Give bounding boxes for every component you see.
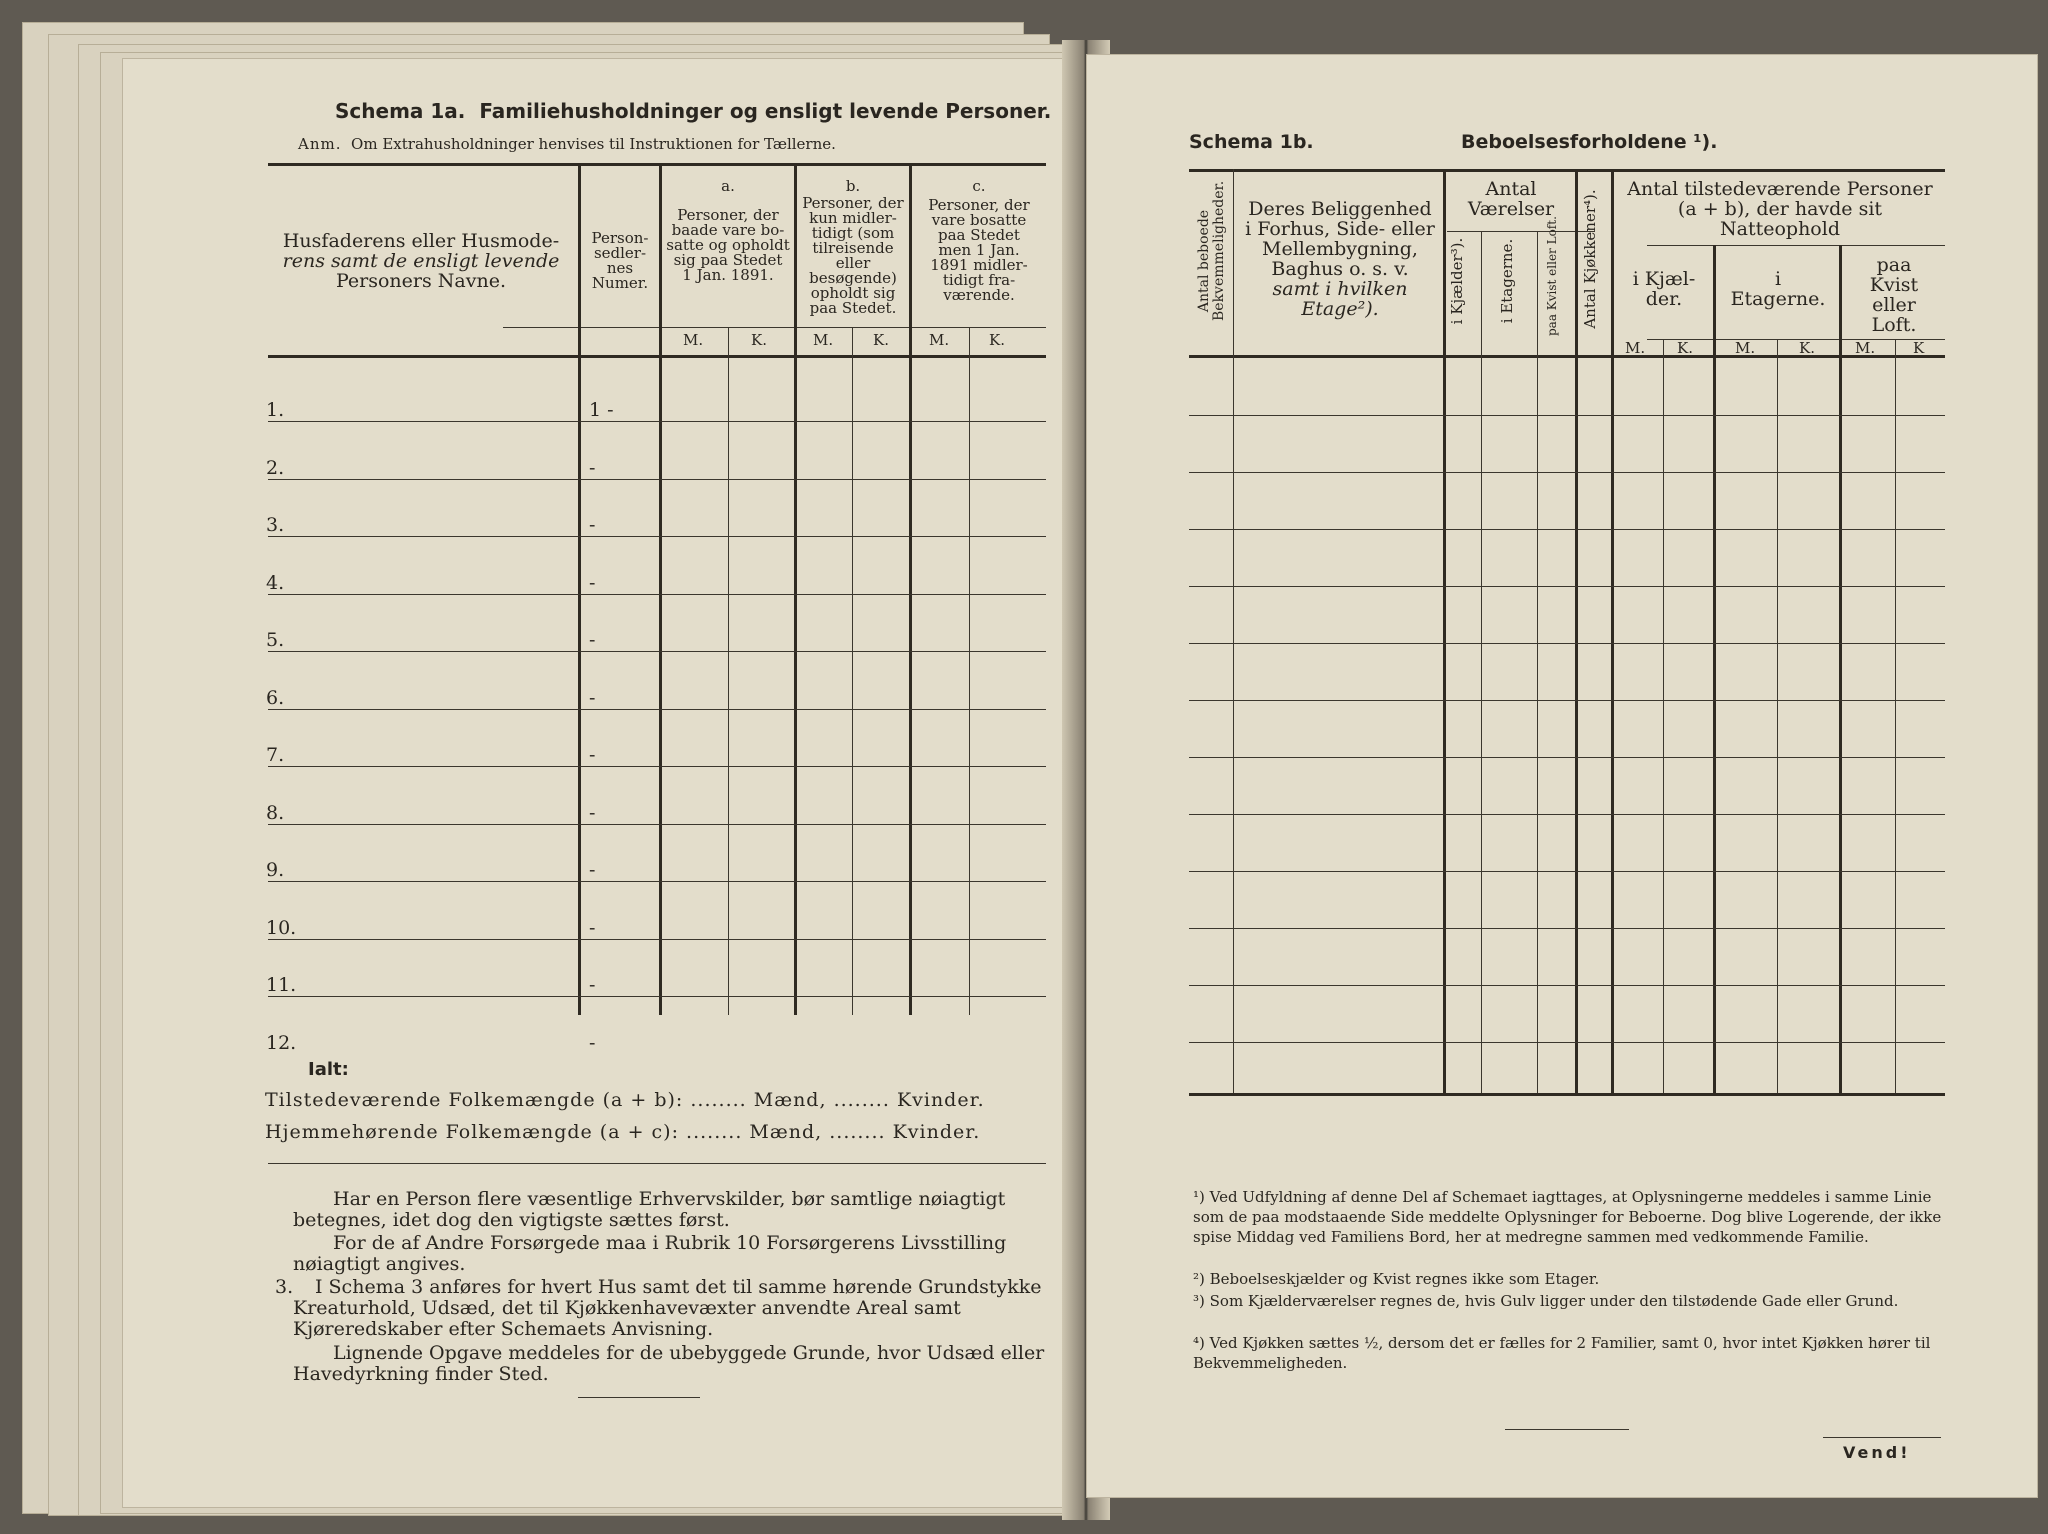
- mk-label: K.: [873, 331, 889, 349]
- header-names: Husfaderens eller Husmode- rens samt de ensligt levende Personers Navne.: [282, 230, 560, 292]
- header-col-b: b. Personer, der kun midler- tidigt (som tilreisende eller besøgende) opholdt sig paa Stedet.: [802, 177, 904, 317]
- row-rule: [1189, 757, 1945, 758]
- table-top-rule: [1189, 169, 1945, 172]
- footnote-4: ⁴) Ved Kjøkken sættes ½, dersom det er fælles for 2 Familier, samt 0, hvor intet Kjøkken hører til Bekvemmeligheden.: [1193, 1334, 1931, 1372]
- header-sub-etagerne: i Etagerne.: [1730, 268, 1826, 310]
- vend-rule: [1823, 1437, 1941, 1438]
- row-number-mark: -: [589, 1031, 596, 1054]
- table-bottom-rule: [1189, 1093, 1945, 1096]
- table-top-rule: [268, 163, 1046, 166]
- row-rule: [268, 939, 1046, 940]
- col-divider: [1537, 231, 1538, 1093]
- mk-label: M.: [813, 331, 834, 349]
- mk-label: M.: [1735, 339, 1756, 357]
- col-divider: [728, 327, 729, 1015]
- header-bottom-rule: [268, 355, 1046, 358]
- row-number-mark: -: [589, 571, 596, 594]
- col-divider: [1663, 339, 1664, 1093]
- row-number-mark: -: [589, 629, 596, 651]
- mk-label: K.: [751, 331, 767, 349]
- col-divider: [1713, 245, 1716, 1093]
- header-antal-kjokkener: Antal Kjøkkener⁴).: [1581, 189, 1599, 329]
- mk-label: K: [1913, 339, 1925, 357]
- row-label: 5.: [266, 629, 285, 651]
- row-rule: [1189, 415, 1945, 416]
- row-label: 9.: [266, 859, 285, 881]
- row-rule: [1189, 985, 1945, 986]
- row-label: 2.: [266, 456, 285, 479]
- row-rule: [1189, 643, 1945, 644]
- col-divider: [1233, 169, 1234, 1093]
- note-3-number: 3.: [275, 1276, 294, 1298]
- row-rule: [268, 766, 1046, 767]
- header-sub-kjaelder: i Kjæl- der.: [1632, 268, 1696, 310]
- tilst-sub-rule: [1647, 245, 1945, 246]
- row-rule: [1189, 814, 1945, 815]
- row-rule: [1189, 1042, 1945, 1043]
- schema-1b-label: Schema 1b.: [1189, 131, 1314, 153]
- anm-note: Anm. Om Extrahusholdninger henvises til Instruktionen for Tællerne.: [298, 135, 836, 153]
- schema-1b-title: Beboelsesforholdene ¹).: [1461, 131, 1718, 153]
- row-number-mark: -: [589, 744, 596, 766]
- col-divider: [1481, 231, 1482, 1093]
- col-divider: [659, 163, 662, 1015]
- mk-label: M.: [929, 331, 950, 349]
- row-rule: [268, 651, 1046, 652]
- mk-label: K.: [1799, 339, 1815, 357]
- row-label: 8.: [266, 801, 285, 824]
- note-4: Lignende Opgave meddeles for de ubebyggede Grunde, hvor Udsæd eller Havedyrkning finder Sted.: [293, 1342, 1045, 1385]
- note-3: I Schema 3 anføres for hvert Hus samt det til samme hørende Grundstykke Kreaturhold, Udsæd, det til Kjøkkenhavevæxter anvendte Areal samt Kjøreredskaber efter Schemaets Anvisning.: [293, 1276, 1042, 1340]
- row-rule: [1189, 586, 1945, 587]
- row-number-mark: 1 -: [589, 399, 614, 421]
- row-rule: [268, 824, 1046, 825]
- header-i-kjaelder: i Kjælder³).: [1448, 237, 1466, 325]
- col-divider: [1895, 339, 1896, 1093]
- right-page: [1086, 54, 2038, 1498]
- footnote-3: ³) Som Kjælderværelser regnes de, hvis Gulv ligger under den tilstødende Gade eller Grund.: [1193, 1292, 1899, 1310]
- vend-label: Vend!: [1843, 1443, 1911, 1462]
- row-rule: [268, 536, 1046, 537]
- row-rule: [268, 881, 1046, 882]
- left-page: [122, 58, 1082, 1508]
- row-number-mark: -: [589, 801, 596, 824]
- mk-label: M.: [1855, 339, 1876, 357]
- mk-label: M.: [1625, 339, 1646, 357]
- row-label: 1.: [266, 399, 285, 421]
- mk-label: M.: [683, 331, 704, 349]
- row-label: 6.: [266, 686, 285, 709]
- row-number-mark: -: [589, 974, 596, 996]
- note-2: For de af Andre Forsørgede maa i Rubrik 10 Forsørgerens Livsstilling nøiagtigt angives.: [293, 1232, 1007, 1275]
- header-bekvemmeligheder: Antal beboede Bekvemmeligheder.: [1196, 180, 1227, 321]
- row-label: 12.: [266, 1031, 297, 1054]
- footnote-2: ²) Beboelseskjælder og Kvist regnes ikke som Etager.: [1193, 1270, 1600, 1288]
- row-label: 3.: [266, 514, 285, 536]
- col-divider: [969, 327, 970, 1015]
- header-beliggenhed: Deres Beliggenhed i Forhus, Side- eller Mellembygning, Baghus o. s. v. samt i hvilken Etage²).: [1245, 198, 1435, 320]
- row-rule: [268, 594, 1046, 595]
- header-col-c: c. Personer, der vare bosatte paa Stedet men 1 Jan. 1891 midler- tidigt fra- værende.: [928, 177, 1030, 304]
- hjemme-line: Hjemmehørende Folkemængde (a + c): ........ Mænd, ........ Kvinder.: [265, 1121, 981, 1143]
- col-divider: [852, 327, 853, 1015]
- row-number-mark: -: [589, 859, 596, 881]
- header-i-etagerne: i Etagerne.: [1498, 238, 1516, 324]
- row-rule: [1189, 472, 1945, 473]
- row-rule: [268, 709, 1046, 710]
- header-col-a: a. Personer, der baade vare bo- satte og opholdt sig paa Stedet 1 Jan. 1891.: [666, 177, 790, 284]
- row-number-mark: -: [589, 514, 596, 536]
- header-person-number: Person- sedler- nes Numer.: [591, 229, 649, 292]
- notes-rule: [268, 1163, 1046, 1164]
- row-number-mark: -: [589, 916, 596, 939]
- note-1: Har en Person flere væsentlige Erhvervskilder, bør samtlige nøiagtigt betegnes, idet dog den vigtigste sættes først.: [293, 1188, 1006, 1231]
- footnote-1: ¹) Ved Udfyldning af denne Del af Schemaet iagttages, at Oplysningerne meddeles i samme Linie som de paa modstaaende Side meddelte Oplysninger for Beboerne. Dog blive Logerende, der ikke spise Middag ved Familiens Bord, her at medregne sammen med vedkommende Familie.: [1193, 1188, 1942, 1246]
- row-rule: [1189, 871, 1945, 872]
- col-divider: [1611, 169, 1614, 1093]
- header-antal-tilstede: Antal tilstedeværende Personer (a + b), der havde sit Natteophold: [1627, 178, 1933, 240]
- schema-1a-title: Schema 1a. Familiehusholdninger og ensligt levende Personer.: [335, 99, 1052, 123]
- col-divider: [1777, 339, 1778, 1093]
- end-rule: [578, 1397, 700, 1398]
- row-number-mark: -: [589, 686, 596, 709]
- col-divider: [1839, 245, 1842, 1093]
- row-rule: [268, 479, 1046, 480]
- mk-rule: [503, 327, 1046, 328]
- tilstede-line: Tilstedeværende Folkemængde (a + b): ........ Mænd, ........ Kvinder.: [265, 1089, 985, 1111]
- row-rule: [1189, 928, 1945, 929]
- row-number-mark: -: [589, 456, 596, 479]
- row-rule: [268, 996, 1046, 997]
- header-bottom-rule: [1189, 355, 1945, 358]
- mk-label: K.: [989, 331, 1005, 349]
- row-rule: [268, 421, 1046, 422]
- header-antal-vaerelser: Antal Værelser: [1467, 178, 1555, 220]
- row-rule: [1189, 529, 1945, 530]
- row-label: 4.: [266, 571, 285, 594]
- header-paa-kvist: paa Kvist eller Loft.: [1545, 216, 1559, 336]
- row-label: 7.: [266, 744, 285, 766]
- col-divider: [1575, 169, 1578, 1093]
- row-rule: [1189, 700, 1945, 701]
- col-divider: [1443, 169, 1446, 1093]
- row-label: 10.: [266, 916, 297, 939]
- header-sub-kvist: paa Kvist eller Loft.: [1869, 254, 1919, 336]
- mk-label: K.: [1677, 339, 1693, 357]
- ialt-label: Ialt:: [308, 1059, 349, 1080]
- row-label: 11.: [266, 974, 297, 996]
- end-rule: [1505, 1429, 1629, 1430]
